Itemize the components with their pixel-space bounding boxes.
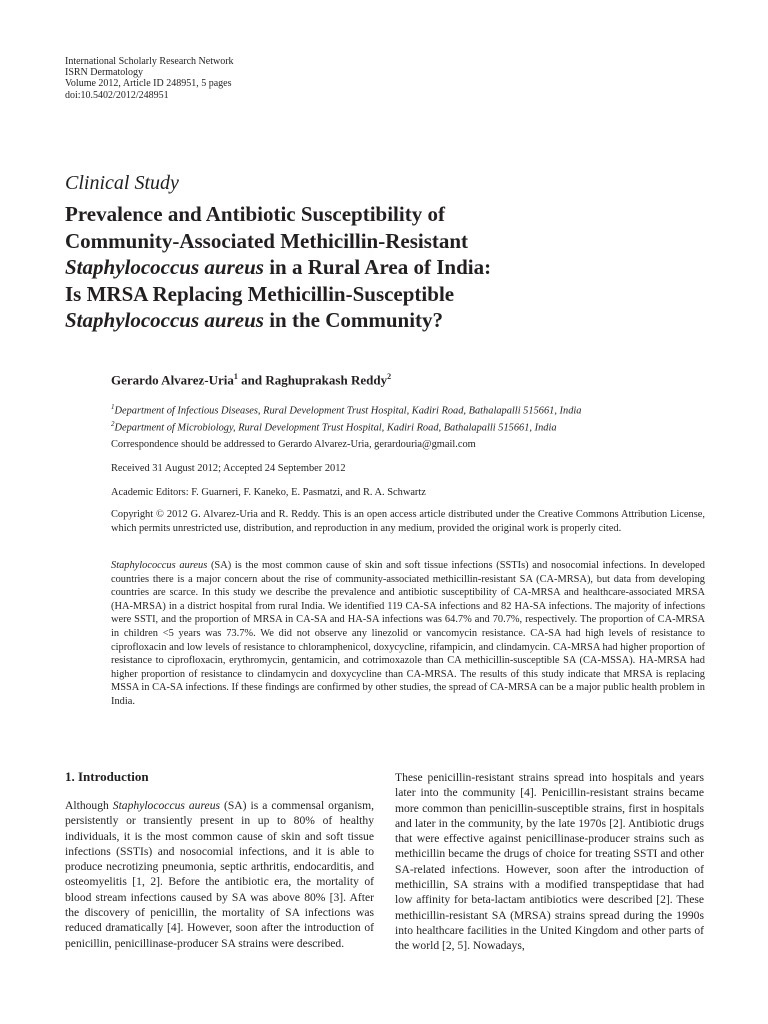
affiliation-2-text: Department of Microbiology, Rural Development Trust Hospital, Kadiri Road, Bathalapalli 515661, India bbox=[114, 422, 557, 434]
intro-left-text: (SA) is a commensal organism, persistently or transiently present in up to 80% of healthy individuals, it is the most common cause of skin and soft tissue infections (SSTIs) and nosocomial infections, and it is able to produce necrotizing pneumonia, septic arthritis, endocarditis, and osteomyelitis [1, 2]. Before the antibiotic era, the mortality of blood stream infections caused by SA was above 80% [3]. After the discovery of penicillin, the mortality of SA infections was reduced dramatically [4]. However, soon after the introduction of penicillin, penicillinase-producer SA strains were described. bbox=[65, 799, 374, 950]
intro-left-column bbox=[65, 798, 374, 951]
article-type: Clinical Study bbox=[65, 172, 179, 194]
author-2: Raghuprakash Reddy bbox=[265, 372, 388, 388]
intro-left-pre: Although bbox=[65, 799, 113, 812]
title-line-5-rest: in the Community? bbox=[263, 308, 444, 332]
affiliation-1-text: Department of Infectious Diseases, Rural Development Trust Hospital, Kadiri Road, Bathalapalli 515661, India bbox=[114, 405, 582, 417]
title-species-italic: Staphylococcus aureus bbox=[65, 255, 264, 279]
author-1-affil-mark: 1 bbox=[233, 372, 238, 381]
author-2-affil-mark: 2 bbox=[387, 372, 392, 381]
title-line-1: Prevalence and Antibiotic Susceptibility of bbox=[65, 202, 445, 226]
intro-right-column: These penicillin-resistant strains spread into hospitals and years later into the community [4]. Penicillin-resistant strains became more common than penicillin-susceptible strains, first in hospitals and later in the community, by the late 1970s [2]. Antibiotic drugs that were effective against penicillinase-producer strains such as methicillin became the drugs of choice for treating SSTI and other SA-related infections. However, soon after the introduction of methicillin, SA strains with a modified transpeptidase that had low affinity for beta-lactam antibiotics were described [2]. These methicillin-resistant SA (MRSA) strains spread during the 1990s into healthcare facilities in the United Kingdom and other parts of the world [2, 5]. Nowadays, bbox=[395, 771, 704, 953]
affiliation-1 bbox=[111, 401, 711, 418]
journal-doi[interactable]: doi:10.5402/2012/248951 bbox=[65, 89, 169, 101]
abstract-text: (SA) is the most common cause of skin and soft tissue infections (SSTIs) and nosocomial infections. In developed countries there is a major concern about the rise of community-associated methicillin-resistant SA (CA-MRSA), but data from developing countries are scarce. In this study we describe the prevalence and antibiotic susceptibility of CA-MRSA and healthcare-associated MRSA (HA-MRSA) in a district hospital from rural India. We identified 119 CA-SA infections and 82 HA-SA infections. The majority of infections were SSTI, and the proportion of MRSA in CA-SA and HA-SA infections was 64.7% and 70.7%, respectively. The proportion of CA-MRSA in children <5 years was 73.7%. We did not observe any linezolid or vancomycin resistance. CA-SA had high levels of resistance to ciprofloxacin and low levels of resistance to chloramphenicol, doxycycline, rifampicin, and clindamycin. CA-MRSA had higher proportion of resistance to ciprofloxacin, erythromycin, gentamicin, and cotrimoxazole than CA methicillin-susceptible SA (CA-MSSA). HA-MRSA had higher proportion of resistance to clindamycin and doxycycline than CA-MRSA. The results of this study indicate that MRSA is replacing MSSA in CA-SA infections. If these findings are confirmed by other studies, the spread of CA-MRSA can be a major public health problem in India. bbox=[111, 560, 705, 707]
affiliation-2-mark: 2 bbox=[111, 419, 115, 428]
affiliation-2 bbox=[111, 418, 711, 435]
authors bbox=[111, 372, 391, 388]
received-dates: Received 31 August 2012; Accepted 24 September 2012 bbox=[111, 463, 346, 474]
abstract bbox=[111, 559, 705, 709]
title-line-4: Is MRSA Replacing Methicillin-Susceptible bbox=[65, 281, 455, 306]
journal-header bbox=[65, 56, 234, 101]
affiliation-1-mark: 1 bbox=[111, 403, 115, 411]
correspondence-text: Correspondence should be addressed to Gerardo Alvarez-Uria, bbox=[111, 439, 375, 450]
affiliations bbox=[111, 401, 711, 435]
title-line-3-rest: in a Rural Area of India: bbox=[263, 255, 492, 279]
academic-editors: Academic Editors: F. Guarneri, F. Kaneko, E. Pasmatzi, and R. A. Schwartz bbox=[111, 487, 426, 498]
section-heading-introduction: 1. Introduction bbox=[65, 769, 149, 784]
journal-name: ISRN Dermatology bbox=[65, 67, 144, 79]
intro-species-italic: Staphylococcus aureus bbox=[112, 799, 221, 812]
copyright-notice: Copyright © 2012 G. Alvarez-Uria and R. Reddy. This is an open access article distributed under the Creative Commons Attribution License, which permits unrestricted use, distribution, and reproduction in any medium, provided the original work is properly cited. bbox=[111, 509, 705, 534]
journal-volume: Volume 2012, Article ID 248951, 5 pages bbox=[65, 78, 232, 90]
author-1: Gerardo Alvarez-Uria bbox=[111, 372, 234, 388]
correspondence bbox=[111, 438, 705, 452]
title-line-2: Community-Associated Methicillin-Resistant bbox=[65, 228, 469, 253]
journal-network: International Scholarly Research Network bbox=[65, 56, 234, 67]
correspondence-email[interactable]: gerardouria@gmail.com bbox=[374, 439, 476, 450]
title-species-italic-2: Staphylococcus aureus bbox=[65, 308, 264, 332]
abstract-species-italic: Staphylococcus aureus bbox=[111, 560, 208, 571]
title-line-5 bbox=[65, 307, 705, 334]
article-title bbox=[65, 201, 705, 334]
title-line-3 bbox=[65, 254, 705, 281]
author-conjunction: and bbox=[237, 372, 266, 388]
